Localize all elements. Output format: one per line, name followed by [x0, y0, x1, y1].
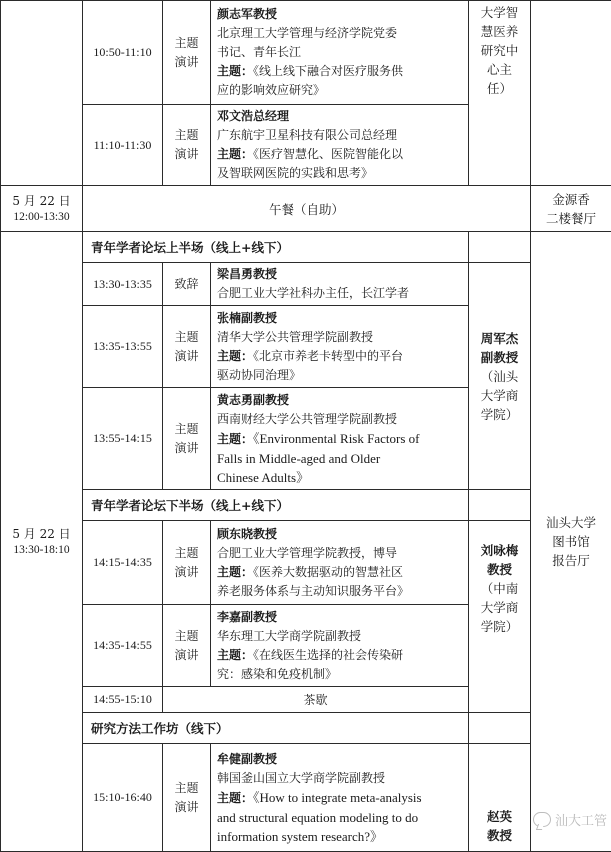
host-cell: 大学智 慧医养 研究中 心主 任） — [469, 1, 531, 186]
speaker-name: 顾东晓教授 — [217, 525, 463, 544]
time-cell: 13:30-13:35 — [83, 263, 163, 306]
host-cell: 周军杰 副教授 （汕头 大学商 学院） — [469, 263, 531, 490]
time-cell: 13:35-13:55 — [83, 306, 163, 388]
host-cell: 刘咏梅 教授 （中南 大学商 学院） — [469, 521, 531, 713]
lunch-cell: 午餐（自助） — [83, 186, 531, 232]
session-type-cell: 主题 演讲 — [163, 388, 211, 490]
speaker-cell: 李嘉副教授 华东理工大学商学院副教授 主题：《在线医生选择的社会传染研 究：感染和免疫机制》 — [211, 605, 469, 687]
watermark: 汕大工管 — [533, 810, 607, 829]
speaker-cell: 黄志勇副教授 西南财经大学公共管理学院副教授 主题：《Environmental Risk Factors of Falls in Middle-aged and Older Chinese Adults》 — [211, 388, 469, 490]
host-cell: 赵英 教授 — [469, 744, 531, 852]
session-type-cell: 主题 演讲 — [163, 1, 211, 105]
section-title: 青年学者论坛下半场（线上+线下） — [83, 490, 469, 521]
session-type-cell: 主题 演讲 — [163, 306, 211, 388]
speaker-cell: 张楠副教授 清华大学公共管理学院副教授 主题：《北京市养老卡转型中的平台 驱动协同治理》 — [211, 306, 469, 388]
time-cell: 14:35-14:55 — [83, 605, 163, 687]
speaker-cell: 颜志军教授 北京理工大学管理与经济学院党委 书记、青年长江 主题：《线上线下融合对医疗服务供 应的影响效应研究》 — [211, 1, 469, 105]
wechat-icon — [533, 812, 551, 827]
session-type-cell: 主题 演讲 — [163, 521, 211, 605]
time-cell: 13:55-14:15 — [83, 388, 163, 490]
date-cell: 5 月 22 日 13:30-18:10 — [1, 232, 83, 852]
table-row — [1, 744, 611, 852]
table-row — [1, 713, 611, 744]
time-cell: 10:50-11:10 — [83, 1, 163, 105]
speaker-cell: 梁昌勇教授 合肥工业大学社科办主任，长江学者 — [211, 263, 469, 306]
section-title: 研究方法工作坊（线下） — [83, 713, 469, 744]
table-row — [1, 232, 611, 263]
speaker-name: 牟健副教授 — [217, 750, 463, 769]
break-cell: 茶歇 — [163, 687, 469, 713]
speaker-cell: 邓文浩总经理 广东航宇卫星科技有限公司总经理 主题：《医疗智慧化、医院智能化以 及智联网医院的实践和思考》 — [211, 105, 469, 186]
time-cell: 14:15-14:35 — [83, 521, 163, 605]
venue-cell: 汕头大学 图书馆 报告厅 — [531, 232, 611, 852]
session-type-cell: 主题 演讲 — [163, 105, 211, 186]
speaker-name: 邓文浩总经理 — [217, 107, 463, 126]
time-cell: 15:10-16:40 — [83, 744, 163, 852]
session-type-cell: 主题 演讲 — [163, 744, 211, 852]
table-row — [1, 263, 611, 306]
table-row — [1, 1, 611, 105]
section-title: 青年学者论坛上半场（线上+线下） — [83, 232, 469, 263]
date-cell: 5 月 22 日 12:00-13:30 — [1, 186, 83, 232]
speaker-name: 颜志军教授 — [217, 5, 463, 24]
time-cell: 11:10-11:30 — [83, 105, 163, 186]
venue-cell: 金源香 二楼餐厅 — [531, 186, 611, 232]
session-type-cell: 致辞 — [163, 263, 211, 306]
table-row — [1, 521, 611, 605]
speaker-name: 梁昌勇教授 — [217, 265, 463, 284]
table-row — [1, 186, 611, 232]
speaker-name: 黄志勇副教授 — [217, 391, 463, 410]
date-cell — [1, 1, 83, 186]
speaker-cell: 牟健副教授 韩国釜山国立大学商学院副教授 主题：《How to integrate meta-analysis and structural equation modeling to do information system research?》 — [211, 744, 469, 852]
time-cell: 14:55-15:10 — [83, 687, 163, 713]
speaker-cell: 顾东晓教授 合肥工业大学管理学院教授，博导 主题：《医养大数据驱动的智慧社区 养老服务体系与主动知识服务平台》 — [211, 521, 469, 605]
speaker-name: 李嘉副教授 — [217, 608, 463, 627]
venue-cell — [531, 1, 611, 186]
session-type-cell: 主题 演讲 — [163, 605, 211, 687]
table-row — [1, 490, 611, 521]
speaker-name: 张楠副教授 — [217, 309, 463, 328]
